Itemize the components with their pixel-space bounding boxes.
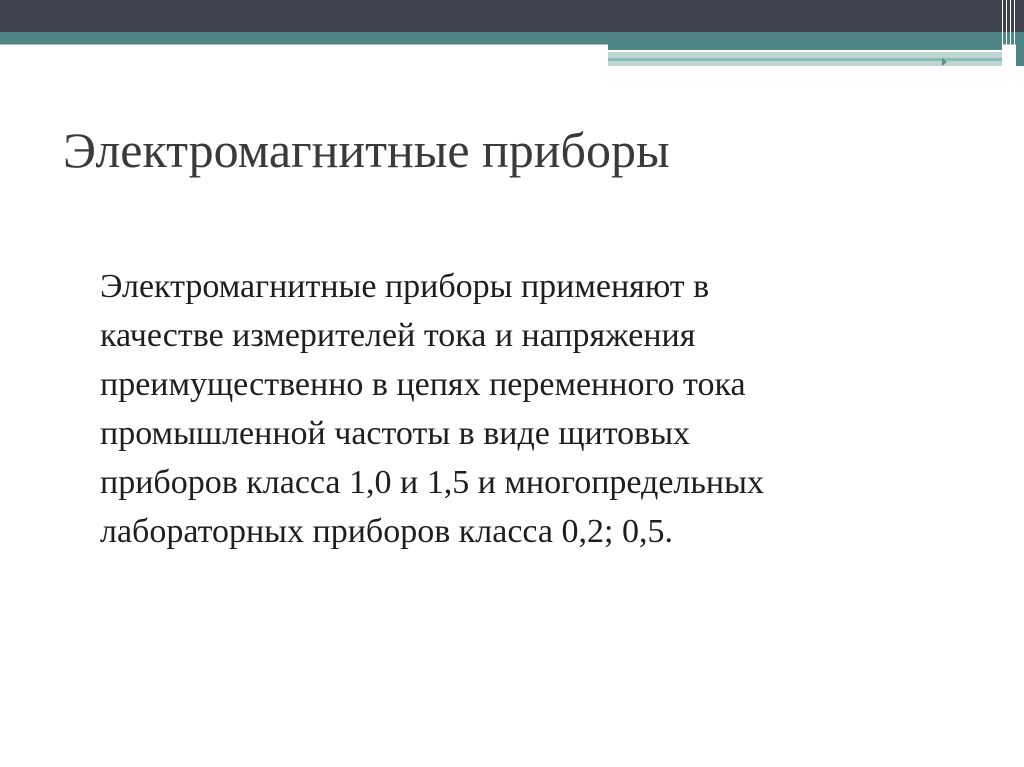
header-right-edge-teal — [1016, 32, 1024, 66]
bookmark-triangle-icon — [942, 58, 947, 66]
slide-title: Электромагнитные приборы — [63, 122, 670, 178]
header-divider-line — [1010, 0, 1011, 66]
body-line: лабораторных приборов класса 0,2; 0,5. — [100, 513, 673, 550]
body-line: качестве измерителей тока и напряжения — [100, 317, 696, 354]
body-line: приборов класса 1,0 и 1,5 и многопредельных — [100, 464, 764, 501]
slide-body — [100, 262, 920, 556]
body-line: промышленной частоты в виде щитовых — [100, 415, 691, 452]
header-dark-bar — [0, 0, 1024, 32]
header-divider-line — [1006, 0, 1007, 66]
header-divider-line — [1002, 0, 1003, 66]
header-divider-line — [1014, 0, 1015, 66]
header-accent-dark — [608, 44, 1002, 50]
body-line: Электромагнитные приборы применяют в — [100, 268, 710, 305]
body-line: преимущественно в цепях переменного тока — [100, 366, 746, 403]
header-teal-band — [0, 32, 1024, 44]
